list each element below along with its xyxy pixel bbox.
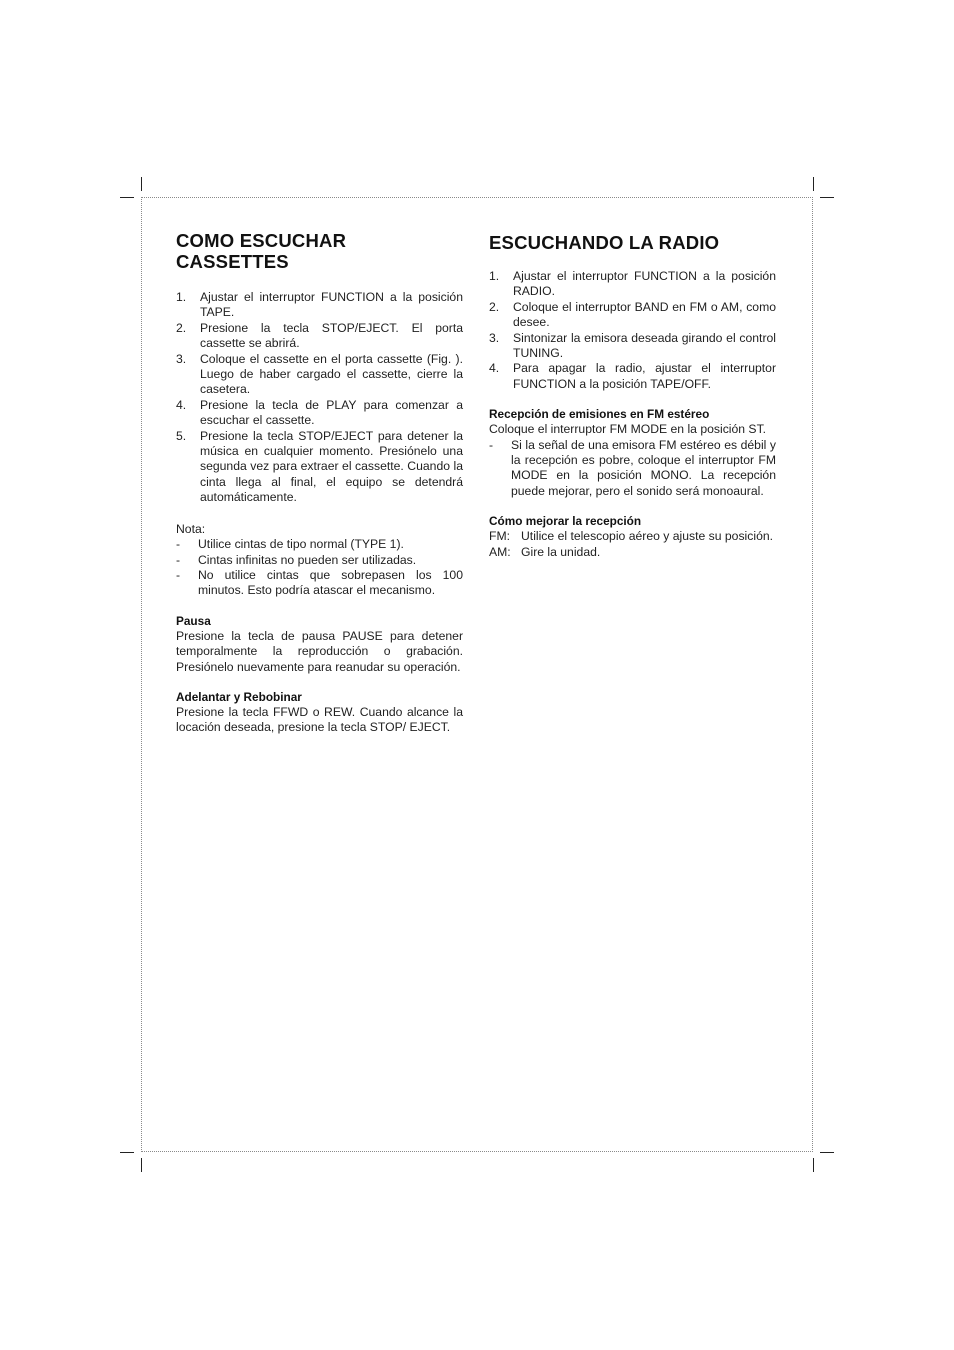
adelantar-heading: Adelantar y Rebobinar	[176, 689, 302, 704]
mejorar-heading: Cómo mejorar la recepción	[489, 514, 642, 529]
crop-mark	[120, 1152, 134, 1153]
fm-stereo-text: Coloque el interruptor FM MODE en la posición ST.	[489, 422, 767, 437]
pausa-text: Presione la tecla de pausa PAUSE para detener temporalmente la reproducción o grabación. Presiónelo nuevamente para reanudar su operación.	[176, 628, 463, 674]
step-item: 1. Ajustar el interruptor FUNCTION a la posición RADIO.	[489, 269, 776, 299]
cassette-steps	[176, 290, 463, 506]
fm-note-item: - Si la señal de una emisora FM estéreo es débil y la recepción es pobre, coloque el interruptor FM MODE en la posición MONO. La recepción puede mejorar, pero el sonido será monoaural.	[489, 437, 776, 498]
step-item: 3. Coloque el cassette en el porta cassette (Fig. ). Luego de haber cargado el cassette, cierre la casetera.	[176, 351, 463, 397]
left-column	[176, 230, 463, 736]
step-item: 1. Ajustar el interruptor FUNCTION a la posición TAPE.	[176, 290, 463, 320]
crop-mark	[813, 1158, 814, 1172]
cassette-title: COMO ESCUCHAR CASSETTES	[176, 230, 347, 272]
nota-item: - Utilice cintas de tipo normal (TYPE 1).	[176, 537, 404, 552]
step-item: 2. Coloque el interruptor BAND en FM o AM, como desee.	[489, 299, 776, 330]
nota-label: Nota:	[176, 521, 206, 536]
crop-mark	[141, 1158, 142, 1172]
am-tip: AM: Gire la unidad.	[489, 544, 601, 559]
step-item: 3. Sintonizar la emisora deseada girando el control TUNING.	[489, 330, 776, 361]
pausa-heading: Pausa	[176, 613, 211, 628]
fm-notes	[489, 438, 776, 500]
radio-steps	[489, 269, 776, 392]
adelantar-section	[176, 690, 463, 736]
step-item: 5. Presione la tecla STOP/EJECT para detener la música en cualquier momento. Presiónelo una segunda vez para extraer el cassette. Cuando la cinta llega al final, el equipo se detendrá automáticamente.	[176, 428, 463, 505]
pausa-section	[176, 614, 463, 675]
crop-mark	[120, 197, 134, 198]
radio-title: ESCUCHANDO LA RADIO	[489, 232, 720, 253]
nota-item: - No utilice cintas que sobrepasen los 100 minutos. Esto podría atascar el mecanismo.	[176, 567, 463, 598]
step-item: 2. Presione la tecla STOP/EJECT. El porta cassette se abrirá.	[176, 320, 463, 351]
fm-stereo-section	[489, 407, 776, 499]
crop-mark	[820, 197, 834, 198]
mejorar-section	[489, 514, 776, 560]
crop-mark	[820, 1152, 834, 1153]
nota-list	[176, 537, 463, 599]
nota-item: - Cintas infinitas no pueden ser utilizadas.	[176, 552, 417, 567]
adelantar-text: Presione la tecla FFWD o REW. Cuando alcance la locación deseada, presione la tecla STOP/ EJECT.	[176, 704, 463, 735]
crop-mark	[141, 177, 142, 191]
crop-mark	[813, 177, 814, 191]
step-item: 4. Para apagar la radio, ajustar el interruptor FUNCTION a la posición TAPE/OFF.	[489, 361, 776, 391]
step-item: 4. Presione la tecla de PLAY para comenzar a escuchar el cassette.	[176, 397, 463, 428]
fm-tip: FM: Utilice el telescopio aéreo y ajuste su posición.	[489, 529, 774, 544]
right-column	[489, 230, 776, 560]
fm-stereo-heading: Recepción de emisiones en FM estéreo	[489, 407, 710, 422]
